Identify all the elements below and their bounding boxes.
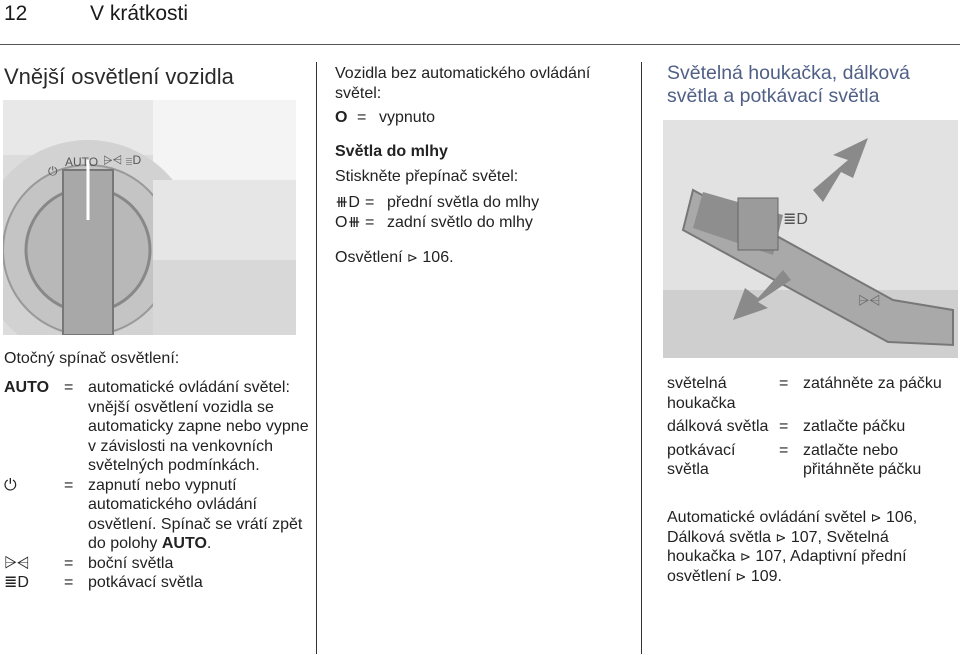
svg-text:⏻: ⏻ <box>48 164 58 178</box>
front-fog-description: přední světla do mlhy <box>387 194 540 211</box>
high-beam-description: zatlačte páčku <box>803 418 906 435</box>
auto-description: automatické ovládání světel: vnější osvětlení vozidla se automaticky zapne nebo vypne v závislosti na venkovních světelných podmínkách. <box>88 379 309 474</box>
reference-high-beam: Dálková světla <box>667 528 772 546</box>
low-beam-icon: ≣D <box>4 574 29 591</box>
fog-lights-title: Světla do mlhy <box>335 143 448 160</box>
fog-lights-intro: Stiskněte přepínač světel: <box>335 168 519 185</box>
lighting-reference <box>335 248 454 268</box>
off-description: vypnuto <box>379 109 436 126</box>
reference-page[interactable]: 106. <box>422 249 454 266</box>
equals-sign: = <box>779 441 789 459</box>
light-switch-illustration <box>3 100 296 335</box>
svg-text:AUTO: AUTO <box>65 155 99 169</box>
equals-sign: = <box>64 379 74 396</box>
equals-sign: = <box>779 418 789 435</box>
page-reference-icon: ⊳ <box>407 250 418 265</box>
page-reference-icon: ⊳ <box>735 568 747 584</box>
rear-fog-icon: O⧻ <box>335 213 361 231</box>
reference-label: Osvětlení <box>335 249 403 266</box>
page-number: 12 <box>4 2 28 25</box>
section-title-headlight-flash: Světelná houkačka, dálková světla a potkávací světla <box>667 62 910 107</box>
svg-text:≣D: ≣D <box>783 211 808 228</box>
reference-adaptive-lighting: Adaptivní přední osvětlení <box>667 548 907 585</box>
chapter-title: V krátkosti <box>90 2 189 25</box>
stalk-row-flash <box>667 374 957 417</box>
reference-flash: Světelná houkačka <box>667 528 889 565</box>
switch-definitions <box>4 378 309 593</box>
front-fog-row: ⧻D = přední světla do mlhy <box>335 194 540 211</box>
no-auto-heading: Vozidla bez automatického ovládání světel: <box>335 65 591 102</box>
definition-row-auto-toggle <box>4 476 309 554</box>
side-lights-icon: ⩥⩤ <box>4 554 30 572</box>
low-beam-description: potkávací světla <box>88 574 203 591</box>
equals-sign: = <box>64 574 74 591</box>
low-beam-stalk-description: zatlačte nebo přitáhněte páčku <box>803 441 922 478</box>
column-divider-left <box>316 62 317 654</box>
side-lights-description: boční světla <box>88 554 174 572</box>
svg-text:⩥⩤: ⩥⩤ <box>858 292 881 308</box>
reference-page[interactable]: 106, <box>886 509 918 526</box>
header-rule <box>0 44 960 45</box>
stalk-illustration <box>663 120 958 358</box>
equals-sign: = <box>64 476 74 494</box>
stalk-definitions-table <box>667 374 957 480</box>
reference-page[interactable]: 107, <box>755 548 787 565</box>
off-definition: O = vypnuto <box>335 109 436 126</box>
definition-row-low-beam <box>4 573 309 593</box>
reference-page[interactable]: 107, <box>790 528 822 546</box>
high-beam-label: dálková světla <box>667 418 769 435</box>
fog-lights-list <box>335 193 630 232</box>
page-reference-icon: ⊳ <box>739 549 751 564</box>
switch-heading: Otočný spínač osvětlení: <box>4 350 180 367</box>
stalk-references <box>667 508 955 586</box>
equals-sign: = <box>779 375 789 392</box>
low-beam-label: potkávací světla <box>667 441 736 478</box>
auto-symbol: AUTO <box>4 379 50 396</box>
reference-page[interactable]: 109. <box>750 567 782 585</box>
rear-fog-row: O⧻ = zadní světlo do mlhy <box>335 213 533 231</box>
flash-label: světelná houkačka <box>667 375 736 412</box>
rear-fog-description: zadní světlo do mlhy <box>387 213 533 231</box>
stalk-row-high-beam <box>667 417 957 441</box>
column-divider-right <box>641 62 642 654</box>
page-reference-icon: ⊳ <box>775 529 787 545</box>
stalk-row-low-beam <box>667 441 957 480</box>
off-symbol: O <box>335 109 348 126</box>
auto-toggle-description: zapnutí nebo vypnutí automatického ovládání osvětlení. Spínač se vrátí zpět do polohy AUTO. <box>88 476 303 552</box>
switch-definitions-table <box>4 378 309 593</box>
stalk-definitions <box>667 374 957 480</box>
reference-auto-lights: Automatické ovládání světel <box>667 509 867 526</box>
flash-description: zatáhněte za páčku <box>803 375 942 392</box>
section-title-exterior-lights: Vnější osvětlení vozidla <box>4 64 234 89</box>
equals-sign: = <box>64 554 74 572</box>
definition-row-side-lights <box>4 554 309 574</box>
page-reference-icon: ⊳ <box>870 510 882 525</box>
power-icon: ⏻ <box>4 476 17 494</box>
stalk-graphic <box>663 120 958 358</box>
svg-text:⩥⩤ ≣D: ⩥⩤ ≣D <box>103 153 142 167</box>
light-switch-graphic <box>3 100 296 335</box>
definition-row-auto <box>4 378 309 476</box>
front-fog-icon: ⧻D <box>335 194 360 211</box>
